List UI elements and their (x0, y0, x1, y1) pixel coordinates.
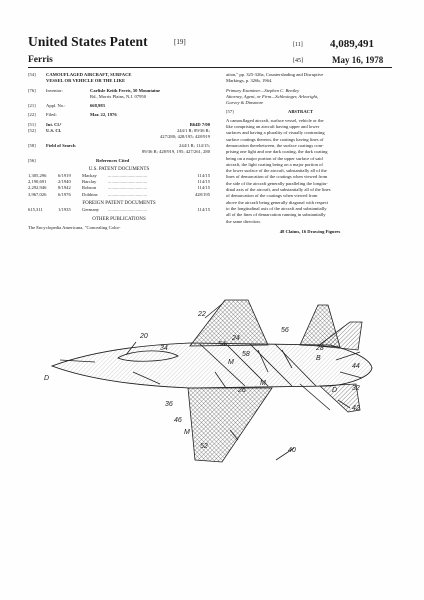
figure-reference-label: 24 (232, 335, 240, 342)
abstract-line: prising one light and one dark coating, the dark coating (226, 149, 328, 155)
abstract-line: aircraft, the light coating being on a major portion of (226, 161, 323, 167)
field-51: [51] Int. Cl.² B64D 7/00 (28, 121, 210, 127)
abstract-line: surfaces and having a plurality of visually contrasting (226, 130, 325, 136)
abstract-line: surface coatings thereon, the coatings having lines of (226, 136, 324, 142)
upper-wing (190, 300, 268, 346)
figure-reference-label: 34 (160, 345, 168, 352)
reference-row: 2,292,946 8/1942 Robson .................................. 114/15 (28, 185, 210, 191)
figure-reference-label: 22 (198, 311, 206, 318)
abstract-line: above the aircraft being generally diagonal with respect (226, 199, 329, 205)
patent-number: 4,089,491 (330, 38, 374, 50)
field-58: [58] Field of Search 244/1 R; 114/15; 89/36 R; 428/919, 195; 427/261, 280 (28, 142, 210, 154)
abstract-line: of demarcation of the coatings when viewed from (226, 193, 318, 199)
abstract-line: dinal axis of the aircraft, and substantially all of the lines (226, 187, 331, 193)
figure-reference-label: D (332, 387, 338, 394)
abstract-line: like comprising an aircraft having upper and lower (226, 124, 320, 130)
figure-reference-label: 42 (352, 405, 360, 412)
figure-reference-label: B (316, 355, 321, 362)
citation-continued: ation," pp. 325-326a, Countershading and Disruptive Markings, p. 326b, 1964. (226, 72, 324, 84)
figure-reference-label: 28 (316, 345, 324, 352)
field-76: [76] Inventor: Carlisle Keith Ferris, 50 Mountaine Rd., Morris Plains, N.J. 07950 (28, 87, 161, 99)
abstract-line: demarcation therebetween, the surface coatings com- (226, 142, 324, 148)
patent-title: United States Patent (28, 34, 148, 49)
reference-row: 615,311 1/1935 Germany .................................. 114/15 (28, 207, 210, 213)
abstract-line: the same direction. (226, 218, 261, 224)
field-52: [52] U.S. Cl. 244/1 R; 89/36 R; 427/280; 428/195; 428/919 (28, 128, 210, 140)
figure-reference-label: 56 (281, 327, 289, 334)
inventor-surname: Ferris (28, 55, 53, 65)
field-22: [22] Filed: Mar. 22, 1976 (28, 112, 117, 118)
primary-examiner: Primary Examiner—Stephen C. Bentley (226, 87, 300, 93)
reference-row: 1,305,296 6/1919 Mackay .................................. 114/15 (28, 172, 210, 178)
other-publications-heading: OTHER PUBLICATIONS (92, 216, 146, 222)
patent-date: May 16, 1978 (332, 55, 384, 65)
abstract-line: being on a major portion of the upper surface of said (226, 155, 323, 161)
code-45: [45] (293, 58, 303, 64)
figure-reference-label: 54 (218, 341, 226, 348)
field-57: [57] ABSTRACT (226, 109, 314, 115)
abstract-line: A camouflaged aircraft, surface vessel, vehicle or the (226, 117, 324, 123)
abstract-line: to the longitudinal axis of the aircraft and substantially (226, 205, 327, 211)
other-publication-text: The Encyclopedia Americana, "Concealing Color- (28, 224, 121, 230)
lower-wing (188, 388, 272, 462)
field-56: [56] References Cited (28, 158, 130, 164)
attorney-agent: Attorney, Agent, or Firm—Schlesinger, Arkwright, Garvey & Dinsmore (226, 93, 319, 106)
claims-summary: 48 Claims, 16 Drawing Figures (279, 228, 341, 234)
figure-reference-label: 46 (174, 417, 182, 424)
figure-reference-label: D (44, 375, 50, 382)
code-11: [11] (293, 42, 303, 48)
figure-reference-label: 58 (242, 351, 250, 358)
figure-reference-label: 26 (238, 387, 246, 394)
field-54: [54] CAMOUFLAGED AIRCRAFT, SURFACE VESSEL OR VEHICLE OR THE LIKE (28, 72, 132, 84)
code-19: [19] (174, 38, 186, 46)
abstract-line: all of the lines of demarcation running in substantially (226, 212, 326, 218)
figure-reference-label: 32 (352, 385, 360, 392)
figure-reference-label: 36 (165, 401, 173, 408)
figure-reference-label: M (260, 380, 266, 387)
field-21: [21] Appl. No.: 668,983 (28, 103, 105, 109)
abstract-line: the lower surface of the aircraft, substantially all of the (226, 168, 327, 174)
figure-reference-label: 52 (200, 443, 208, 450)
figure-reference-label: 20 (140, 333, 148, 340)
figure-reference-label: M (184, 429, 190, 436)
reference-row: 2,190,691 2/1940 Barclay .................................. 114/15 (28, 179, 210, 185)
abstract-line: the side of the aircraft generally paralleling the longitu- (226, 180, 328, 186)
abstract-line: lines of demarcation of the coatings when viewed from (226, 174, 328, 180)
figure-reference-label: 44 (352, 363, 360, 370)
us-patent-heading: U.S. PATENT DOCUMENTS (88, 166, 150, 172)
figure-reference-label: M (228, 359, 234, 366)
foreign-patent-heading: FOREIGN PATENT DOCUMENTS (82, 201, 156, 207)
figure-reference-label: 40 (288, 447, 296, 454)
reference-row: 3,967,026 6/1976 Dobbins .................................. 428/195 (28, 191, 210, 197)
